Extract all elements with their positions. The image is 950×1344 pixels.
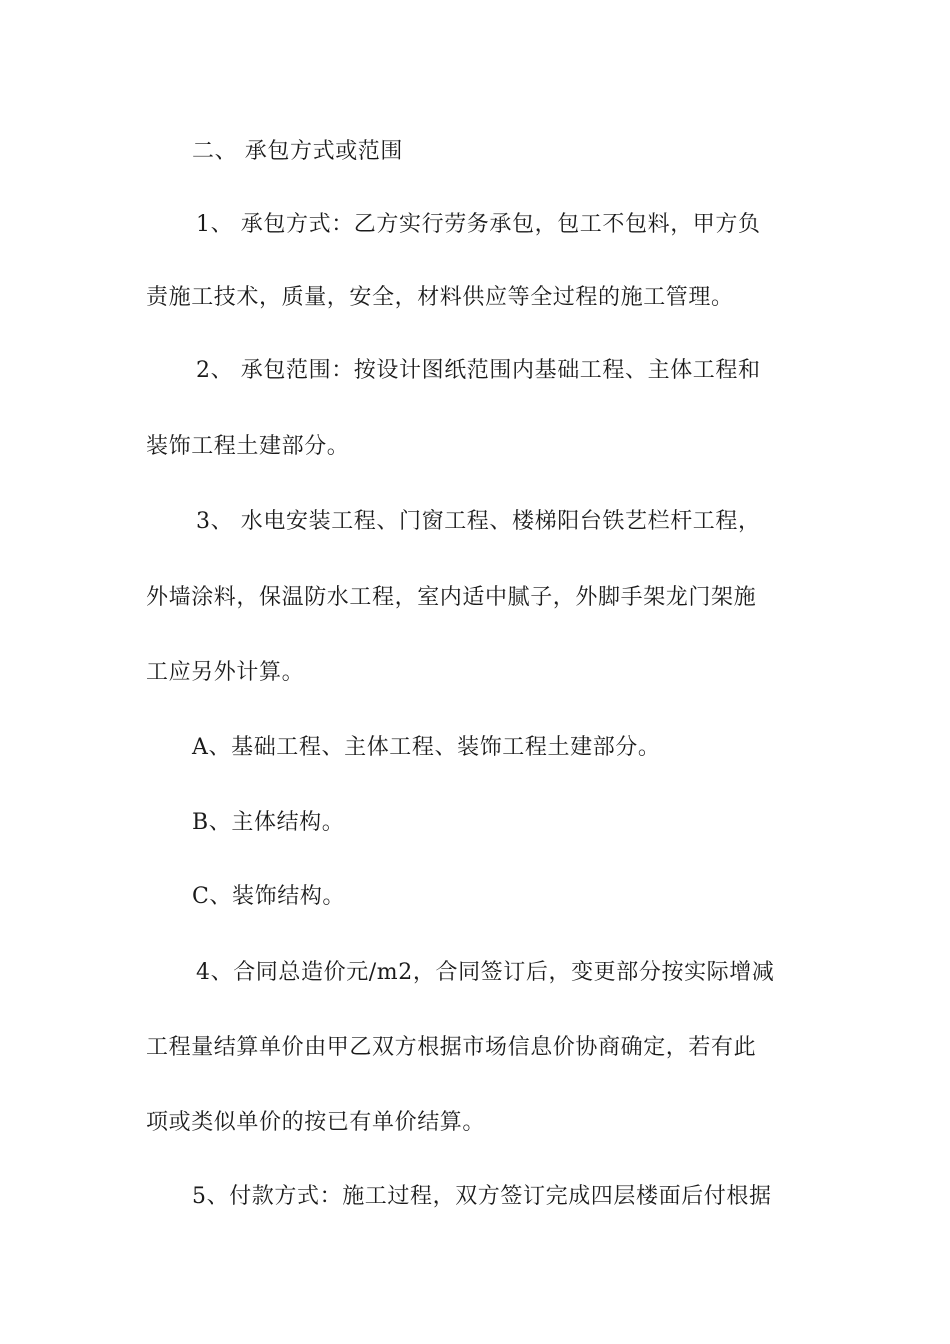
paragraph-line: 4、合同总造价元/m2，合同签订后，变更部分按实际增减 xyxy=(196,960,775,985)
paragraph-line: 责施工技术，质量，安全，材料供应等全过程的施工管理。 xyxy=(146,285,734,310)
paragraph-line: 工应另外计算。 xyxy=(146,660,305,685)
paragraph-line: 5、付款方式：施工过程，双方签订完成四层楼面后付根据 xyxy=(192,1184,772,1209)
paragraph-line: 1、 承包方式：乙方实行劳务承包，包工不包料，甲方负 xyxy=(196,212,761,237)
paragraph-line: 外墙涂料，保温防水工程，室内适中腻子，外脚手架龙门架施 xyxy=(146,585,757,610)
paragraph-line: 3、 水电安装工程、门窗工程、楼梯阳台铁艺栏杆工程， xyxy=(196,509,761,534)
list-item: C、装饰结构。 xyxy=(192,884,346,909)
paragraph-line: 装饰工程土建部分。 xyxy=(146,434,350,459)
section-heading: 二、 承包方式或范围 xyxy=(192,139,403,164)
paragraph-line: 2、 承包范围：按设计图纸范围内基础工程、主体工程和 xyxy=(196,358,761,383)
list-item: B、主体结构。 xyxy=(192,810,345,835)
paragraph-line: 工程量结算单价由甲乙双方根据市场信息价协商确定，若有此 xyxy=(146,1035,757,1060)
list-item: A、基础工程、主体工程、装饰工程土建部分。 xyxy=(192,735,661,760)
paragraph-line: 项或类似单价的按已有单价结算。 xyxy=(146,1110,486,1135)
